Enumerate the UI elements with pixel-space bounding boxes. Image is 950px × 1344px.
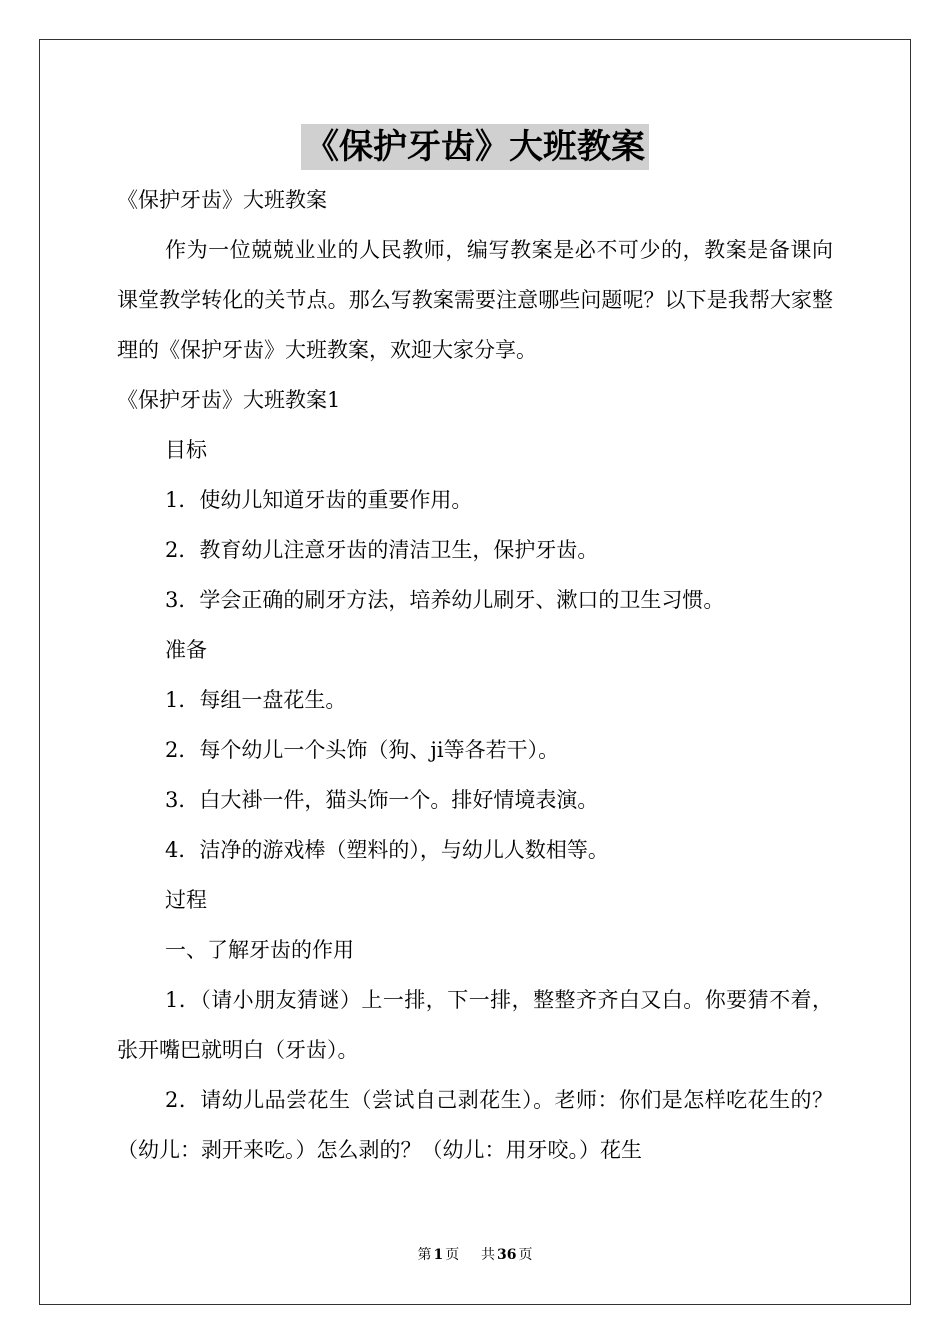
document-body (117, 175, 833, 1175)
footer-page-number: 1 (433, 1247, 444, 1263)
paragraph: 3．学会正确的刷牙方法，培养幼儿刷牙、漱口的卫生习惯。 (165, 588, 725, 612)
paragraph: 《保护牙齿》大班教案 (117, 188, 327, 212)
paragraph: 4．洁净的游戏棒（塑料的），与幼儿人数相等。 (165, 838, 609, 862)
paragraph: 1．（请小朋友猜谜）上一排，下一排，整整齐齐白又白。你要猜不着，张开嘴巴就明白（牙齿）。 (117, 988, 833, 1062)
paragraph: 作为一位兢兢业业的人民教师，编写教案是必不可少的，教案是备课向课堂教学转化的关节点。那么写教案需要注意哪些问题呢？以下是我帮大家整理的《保护牙齿》大班教案，欢迎大家分享。 (117, 238, 833, 362)
paragraph: 目标 (165, 438, 207, 462)
paragraph: 1．每组一盘花生。 (165, 688, 347, 712)
paragraph: 一、了解牙齿的作用 (165, 938, 354, 962)
document-title: 《保护牙齿》大班教案 (301, 124, 649, 170)
title-container (0, 124, 950, 170)
footer-total-prefix: 共 (481, 1247, 496, 1263)
paragraph: 2．请幼儿品尝花生（尝试自己剥花生）。老师：你们是怎样吃花生的？（幼儿：剥开来吃。）怎么剥的？（幼儿：用牙咬。）花生 (117, 1088, 833, 1162)
page-footer (0, 1244, 950, 1264)
paragraph: 2．每个幼儿一个头饰（狗、ji等各若干）。 (165, 738, 560, 762)
paragraph: 《保护牙齿》大班教案1 (117, 388, 341, 412)
paragraph: 1．使幼儿知道牙齿的重要作用。 (165, 488, 473, 512)
footer-total-suffix: 页 (518, 1247, 533, 1263)
paragraph: 3．白大褂一件，猫头饰一个。排好情境表演。 (165, 788, 599, 812)
footer-page-suffix: 页 (445, 1247, 460, 1263)
paragraph: 过程 (165, 888, 207, 912)
paragraph: 准备 (165, 638, 207, 662)
paragraph: 2．教育幼儿注意牙齿的清洁卫生，保护牙齿。 (165, 538, 599, 562)
footer-page-prefix: 第 (417, 1247, 432, 1263)
footer-total-pages: 36 (497, 1247, 517, 1263)
